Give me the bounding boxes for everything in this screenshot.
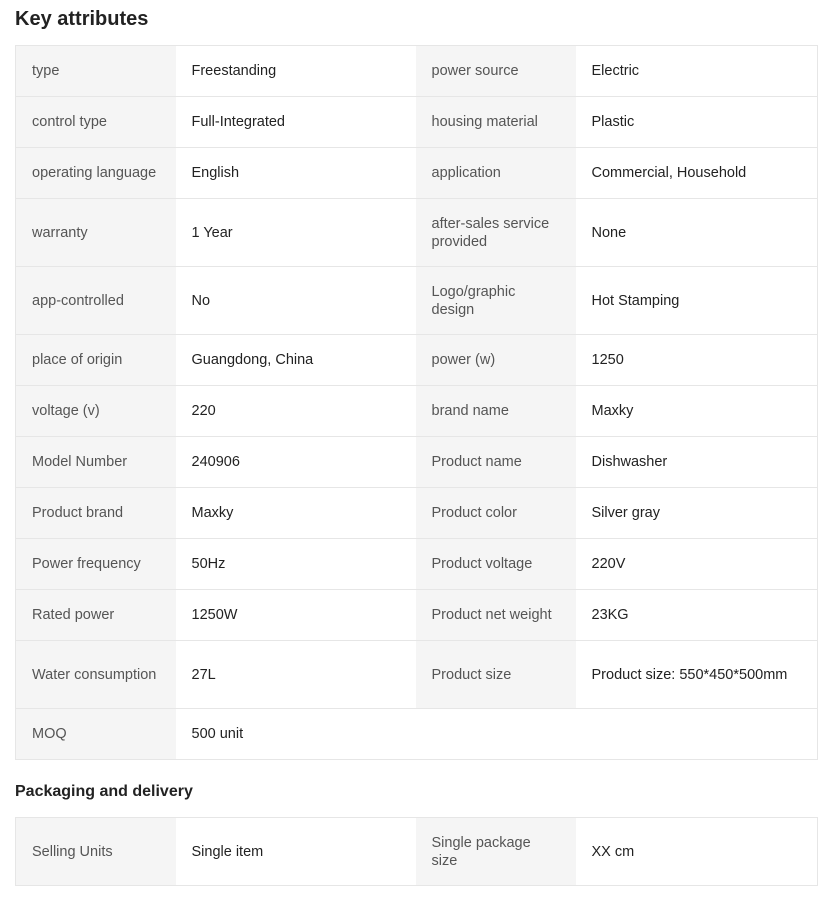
attribute-key: Product brand	[16, 488, 176, 539]
attribute-value: Maxky	[176, 488, 416, 539]
attribute-value: 220V	[576, 539, 818, 590]
attribute-value: English	[176, 148, 416, 199]
packaging-delivery-title: Packaging and delivery	[15, 783, 193, 800]
attribute-key: MOQ	[16, 709, 176, 760]
table-row	[16, 148, 818, 199]
empty-cell	[416, 709, 818, 760]
table-row	[16, 709, 818, 760]
attribute-value: 1250	[576, 335, 818, 386]
attribute-key: voltage (v)	[16, 386, 176, 437]
attribute-key: housing material	[416, 97, 576, 148]
attribute-value: XX cm	[576, 818, 818, 886]
attribute-key: warranty	[16, 199, 176, 267]
table-row	[16, 199, 818, 267]
attribute-value: 1250W	[176, 590, 416, 641]
attribute-value: 1 Year	[176, 199, 416, 267]
attribute-value: Freestanding	[176, 46, 416, 97]
attribute-key: power (w)	[416, 335, 576, 386]
table-row	[16, 437, 818, 488]
attribute-key: Water consumption	[16, 641, 176, 709]
table-row	[16, 335, 818, 386]
table-row	[16, 539, 818, 590]
attribute-value: 220	[176, 386, 416, 437]
attribute-value: No	[176, 267, 416, 335]
key-attributes-title: Key attributes	[15, 8, 149, 30]
attribute-key: Product net weight	[416, 590, 576, 641]
attribute-value: Silver gray	[576, 488, 818, 539]
attribute-value: Plastic	[576, 97, 818, 148]
packaging-table	[15, 817, 818, 886]
table-row	[16, 818, 818, 886]
attribute-key: brand name	[416, 386, 576, 437]
attribute-value: Maxky	[576, 386, 818, 437]
attribute-key: type	[16, 46, 176, 97]
table-row	[16, 590, 818, 641]
table-row	[16, 641, 818, 709]
attribute-value: 50Hz	[176, 539, 416, 590]
attribute-value: Hot Stamping	[576, 267, 818, 335]
attribute-key: Product name	[416, 437, 576, 488]
attribute-value: Product size: 550*450*500mm	[576, 641, 818, 709]
table-row	[16, 46, 818, 97]
attribute-key: control type	[16, 97, 176, 148]
attribute-key: app-controlled	[16, 267, 176, 335]
attribute-key: Model Number	[16, 437, 176, 488]
attribute-key: Rated power	[16, 590, 176, 641]
attribute-key: Selling Units	[16, 818, 176, 886]
attribute-key: application	[416, 148, 576, 199]
attribute-key: Product voltage	[416, 539, 576, 590]
attribute-value: 23KG	[576, 590, 818, 641]
attribute-key: power source	[416, 46, 576, 97]
attribute-key: operating language	[16, 148, 176, 199]
attribute-value: Guangdong, China	[176, 335, 416, 386]
attribute-value: 500 unit	[176, 709, 416, 760]
attribute-key: Product color	[416, 488, 576, 539]
attribute-value: Commercial, Household	[576, 148, 818, 199]
attribute-key: Power frequency	[16, 539, 176, 590]
attribute-key: place of origin	[16, 335, 176, 386]
attribute-value: Dishwasher	[576, 437, 818, 488]
attribute-value: None	[576, 199, 818, 267]
attribute-value: Full-Integrated	[176, 97, 416, 148]
attribute-value: Electric	[576, 46, 818, 97]
attribute-key: Logo/graphic design	[416, 267, 576, 335]
attribute-value: 240906	[176, 437, 416, 488]
key-attributes-table	[15, 45, 818, 760]
attribute-value: 27L	[176, 641, 416, 709]
table-row	[16, 488, 818, 539]
table-row	[16, 97, 818, 148]
attribute-key: after-sales service provided	[416, 199, 576, 267]
attribute-value: Single item	[176, 818, 416, 886]
attribute-key: Single package size	[416, 818, 576, 886]
table-row	[16, 267, 818, 335]
table-row	[16, 386, 818, 437]
attribute-key: Product size	[416, 641, 576, 709]
